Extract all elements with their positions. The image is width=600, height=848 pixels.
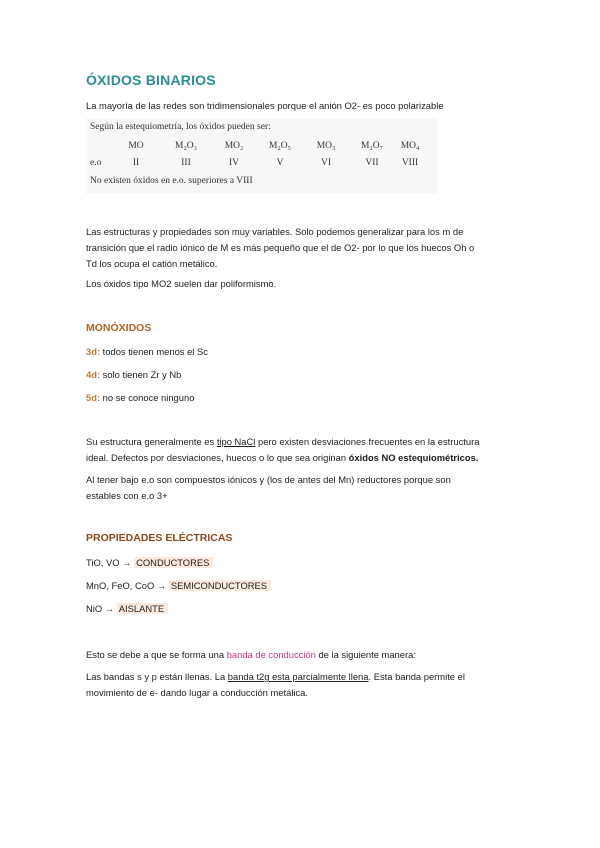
underlined-term: banda t2g esta parcialmente llena (227, 671, 369, 682)
intro-paragraph: La mayoría de las redes son tridimensionales porque el anión O2- es poco polarizable (86, 100, 444, 111)
list-item (86, 367, 181, 383)
list-item-text: no se conoce ninguno (100, 392, 195, 403)
compounds: NiO (86, 603, 103, 614)
text-span: Esto se debe a que se forma una (86, 649, 227, 660)
table-caption: Según la estequiometría, los óxidos pueden ser: (90, 122, 271, 132)
paragraph-structures (86, 224, 474, 272)
oxidation-cell: IV (228, 158, 240, 168)
bold-term: óxidos NO estequiométricos. (348, 452, 479, 463)
oxidation-cell: V (276, 158, 284, 168)
formula-cell: M₂O₇ (361, 141, 383, 151)
paragraph-ionic (86, 472, 451, 504)
property-highlight: AISLANTE (117, 603, 168, 614)
text-line: transición que el radio iónico de M es más pequeño que el de O2- por lo que los huecos Oh o (86, 242, 475, 253)
formula-cell: MO₃ (316, 141, 336, 151)
property-highlight: SEMICONDUCTORES (169, 580, 271, 591)
compounds: TiO, VO (86, 557, 120, 568)
list-item-text: todos tienen menos el Sc (100, 346, 208, 357)
text-line: estables con e.o 3+ (86, 490, 168, 501)
property-highlight: CONDUCTORES (134, 557, 213, 568)
paragraph-structure (86, 434, 479, 466)
arrow-icon: → (154, 580, 169, 591)
text-span: de la siguiente manera: (315, 649, 416, 660)
text-line: Las estructuras y propiedades son muy variables. Solo podemos generalizar para los m de (86, 226, 464, 237)
paragraph-band (86, 647, 416, 663)
list-item (86, 555, 213, 571)
oxidation-cell: II (132, 158, 140, 168)
page-title: ÓXIDOS BINARIOS (86, 72, 216, 88)
table-row-label: e.o (90, 158, 102, 168)
formula-cell: MO₄ (400, 141, 420, 151)
text-line: Td los ocupa el catión metálico. (86, 258, 218, 269)
table-note: No existen óxidos en e.o. superiores a VIII (90, 176, 253, 186)
list-item-text: solo tienen Zr y Nb (100, 369, 182, 380)
paragraph-bands (86, 669, 465, 701)
text-span: pero existen desviaciones frecuentes en la estructura (255, 436, 480, 447)
oxidation-cell: VIII (401, 158, 419, 168)
section-heading-monoxidos: MONÓXIDOS (86, 322, 152, 334)
text-line (86, 669, 465, 685)
arrow-icon: → (119, 557, 135, 568)
formula-cell: MO₂ (224, 141, 244, 151)
list-item (86, 578, 271, 594)
oxidation-cell: VII (365, 158, 379, 168)
colored-term: banda de conducción (226, 649, 316, 660)
section-heading-electricas: PROPIEDADES ELÉCTRICAS (86, 532, 233, 544)
text-span: ideal. Defectos por desviaciones, huecos o lo que sea originan (86, 452, 349, 463)
underlined-term: tipo NaCl (216, 436, 256, 447)
text-span: Su estructura generalmente es (86, 436, 217, 447)
formula-cell: M₂O₃ (175, 141, 197, 151)
text-span: Las bandas s y p están llenas. La (86, 671, 228, 682)
list-item-label: 3d: (86, 346, 101, 357)
oxidation-cell: III (181, 158, 191, 168)
stoichiometry-table (86, 118, 438, 194)
text-span: . Esta banda permite el (368, 671, 465, 682)
text-line (86, 434, 479, 450)
text-line: movimiento de e- dando lugar a conducción metálica. (86, 687, 309, 698)
list-item-label: 5d: (86, 392, 101, 403)
oxidation-cell: VI (320, 158, 332, 168)
text-line (86, 450, 479, 466)
paragraph-polymorphism: Los óxidos tipo MO2 suelen dar poliformismo. (86, 278, 277, 289)
list-item (86, 344, 208, 360)
arrow-icon: → (102, 603, 117, 614)
formula-cell: MO (128, 141, 144, 151)
compounds: MnO, FeO, CoO (86, 580, 155, 591)
list-item-label: 4d: (86, 369, 101, 380)
list-item (86, 390, 194, 406)
text-line: Al tener bajo e.o son compuestos iónicos y (los de antes del Mn) reductores porque son (86, 474, 451, 485)
formula-cell: M₂O₅ (269, 141, 291, 151)
list-item (86, 601, 168, 617)
